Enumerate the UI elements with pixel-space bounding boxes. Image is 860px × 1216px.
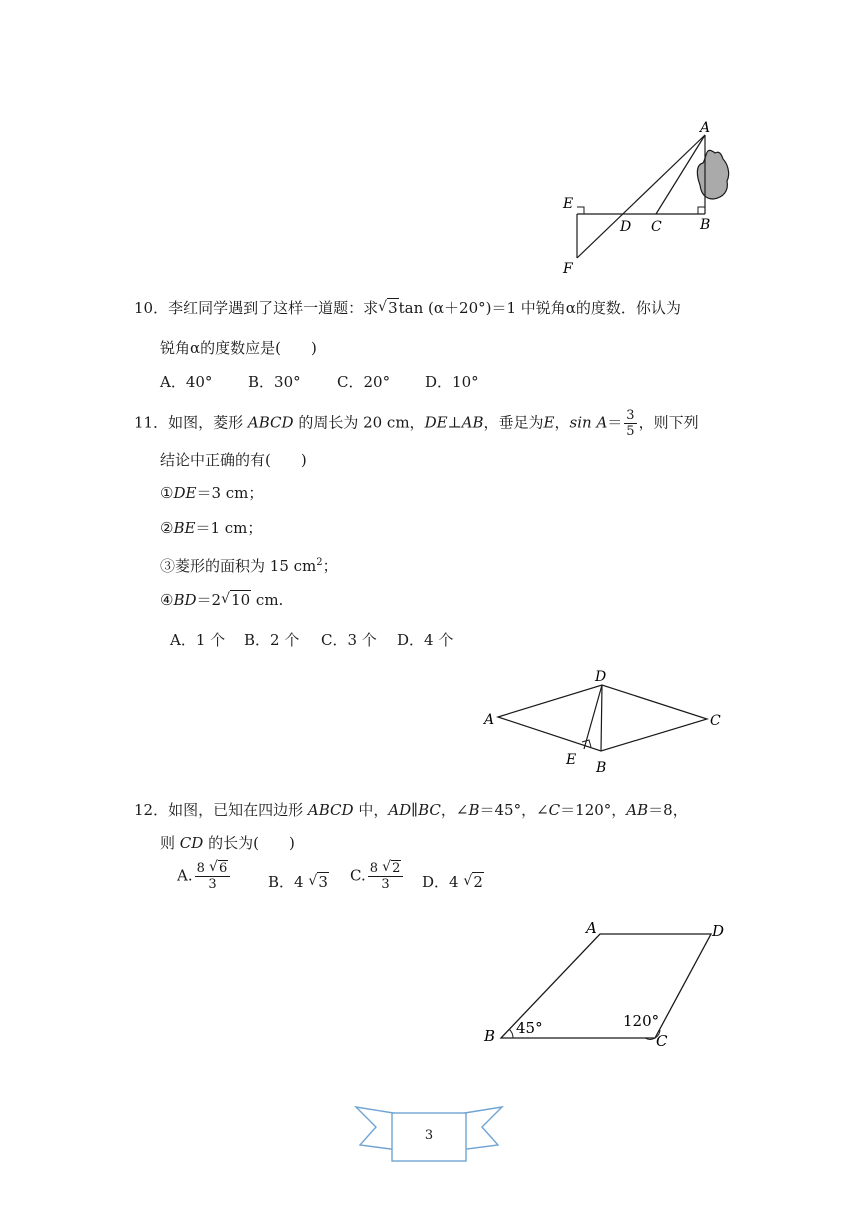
q11-option-a: A．1 个 [170, 631, 226, 649]
q10-line2: 锐角α的度数应是( ) [160, 339, 317, 357]
q10-option-d: D．10° [425, 373, 479, 391]
q12-option-c: C. $\frac{8 √ 2}{3}$ [350, 861, 405, 892]
q12-line2: 则 CD 的长为( ) [160, 834, 295, 852]
line-de [584, 685, 602, 749]
q12-number: 12． [134, 801, 169, 819]
q10-number: 10． [134, 299, 169, 317]
label-C: C [656, 1032, 668, 1050]
q12-line1: 12．如图，已知在四边形 ABCD 中，AD∥BC，∠B＝45°，∠C＝120°，AB＝8， [134, 801, 688, 819]
q11-item-2: ②BE＝1 cm； [160, 519, 263, 537]
label-E: E [566, 752, 577, 768]
q10-option-c: C．20° [337, 373, 391, 391]
page-number: 3 [424, 1128, 434, 1143]
q12-option-b: B．4 √ 3 [268, 872, 329, 892]
label-A: A [484, 712, 495, 728]
tree-shape [697, 150, 728, 199]
label-C: C [651, 219, 662, 235]
rhombus-abcd [498, 685, 707, 751]
q11-number: 11． [134, 413, 169, 432]
label-B: B [484, 1027, 496, 1045]
label-B: B [700, 217, 711, 233]
q11-line2: 结论中正确的有( ) [160, 451, 307, 469]
label-D: D [712, 922, 725, 940]
label-A: A [700, 120, 711, 136]
q11-option-c: C．3 个 [321, 631, 377, 649]
angle-c-label: 120° [623, 1012, 660, 1030]
q11-line1: 11．如图，菱形 ABCD 的周长为 20 cm，DE⊥AB，垂足为E，sin A＝ $\frac{3}{5}$ ，则下列 [134, 408, 699, 439]
label-C: C [710, 713, 721, 729]
q11-item-4: ④BD＝2√ 10 cm. [160, 590, 283, 610]
label-A: A [586, 919, 597, 937]
sqrt-3: √ 3 [378, 298, 399, 318]
q10-option-a: A．40° [160, 373, 213, 391]
right-angle-e [577, 207, 584, 214]
figure-trapezoid [480, 915, 730, 1055]
q11-item-1: ①DE＝3 cm； [160, 484, 264, 502]
q12-option-a: A. $\frac{8 √ 6}{3}$ [177, 861, 232, 892]
label-B: B [596, 760, 607, 776]
q11-option-d: D．4 个 [397, 631, 454, 649]
label-D: D [595, 669, 607, 685]
sqrt-10: √ 10 [221, 590, 251, 610]
right-angle-b [698, 207, 705, 214]
angle-b-label: 45° [516, 1019, 543, 1037]
angle-arc-b [509, 1029, 513, 1038]
label-E: E [563, 196, 574, 212]
q11-item-3: ③菱形的面积为 15 $cm^2$； [160, 557, 338, 575]
figure-rhombus [480, 665, 730, 780]
line-af [577, 135, 705, 258]
figure-tree-measurement [555, 115, 735, 275]
q10-option-b: B．30° [248, 373, 301, 391]
q10-line1: 10．李红同学遇到了这样一道题：求√ 3tan (α＋20°)＝1 中锐角α的度数．你认为 [134, 298, 681, 318]
fraction-3-5: $\frac{3}{5}$ [626, 408, 635, 439]
label-D: D [620, 219, 632, 235]
label-F: F [563, 261, 573, 275]
q11-option-b: B．2 个 [244, 631, 300, 649]
line-bd [601, 685, 602, 751]
q12-option-d: D．4 √ 2 [422, 872, 484, 892]
